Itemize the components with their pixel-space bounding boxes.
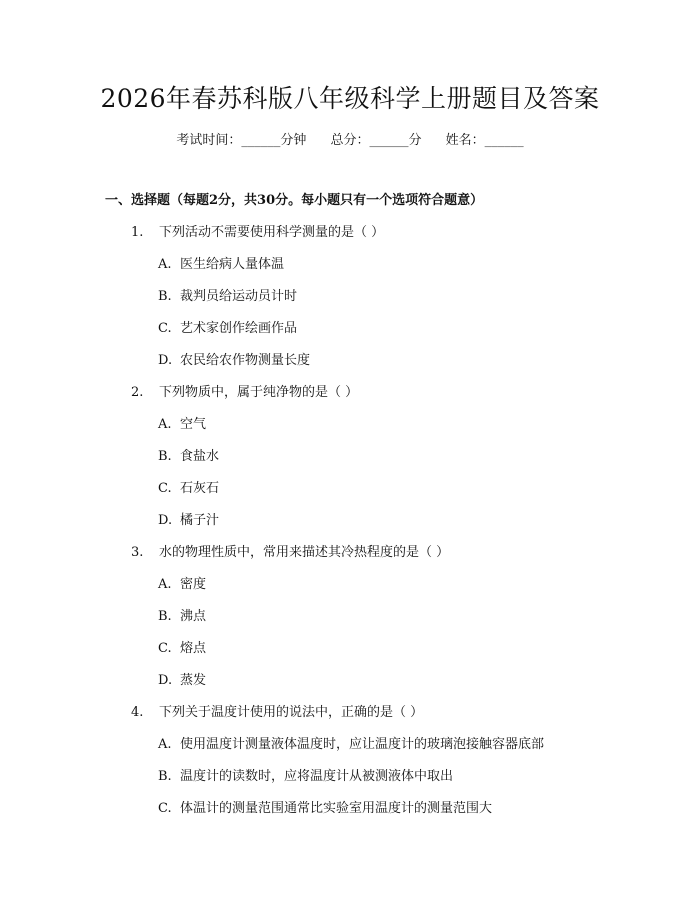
option-letter: C. xyxy=(158,481,172,496)
question-3-option-c xyxy=(158,639,206,659)
question-3 xyxy=(131,543,449,563)
question-text: 下列关于温度计使用的说法中，正确的是（ ） xyxy=(159,705,424,720)
total-score-field: 总分：______分 xyxy=(330,133,422,148)
question-1-option-d xyxy=(158,351,310,371)
question-number: 4. xyxy=(131,705,144,720)
question-3-option-d xyxy=(158,671,206,691)
question-3-option-b xyxy=(158,607,206,627)
exam-time-field: 考试时间：______分钟 xyxy=(176,133,307,148)
option-text: 沸点 xyxy=(180,609,207,624)
question-4-option-a xyxy=(158,735,544,755)
option-text: 裁判员给运动员计时 xyxy=(180,289,298,304)
question-number: 1. xyxy=(131,225,144,240)
option-text: 空气 xyxy=(180,417,207,432)
question-4-option-c xyxy=(158,799,492,819)
option-letter: A. xyxy=(158,577,172,592)
question-number: 3. xyxy=(131,545,144,560)
option-letter: C. xyxy=(158,321,172,336)
student-name-field: 姓名：______ xyxy=(445,133,524,148)
question-3-option-a xyxy=(158,575,206,595)
option-text: 蒸发 xyxy=(180,673,207,688)
option-text: 石灰石 xyxy=(180,481,220,496)
option-letter: D. xyxy=(158,673,173,688)
question-4 xyxy=(131,703,423,723)
page-title: 2026年春苏科版八年级科学上册题目及答案 xyxy=(100,84,600,113)
option-letter: B. xyxy=(158,449,172,464)
option-letter: C. xyxy=(158,641,172,656)
option-text: 密度 xyxy=(180,577,207,592)
option-text: 熔点 xyxy=(180,641,207,656)
section-heading: 一、选择题（每题2分，共30分。每小题只有一个选项符合题意） xyxy=(105,193,484,208)
question-2 xyxy=(131,383,358,403)
question-2-option-b xyxy=(158,447,219,467)
question-1-option-b xyxy=(158,287,297,307)
option-text: 使用温度计测量液体温度时，应让温度计的玻璃泡接触容器底部 xyxy=(180,737,545,752)
question-text: 下列物质中，属于纯净物的是（ ） xyxy=(159,385,359,400)
option-letter: A. xyxy=(158,417,172,432)
option-letter: A. xyxy=(158,257,172,272)
option-letter: B. xyxy=(158,769,172,784)
question-2-option-a xyxy=(158,415,206,435)
question-2-option-d xyxy=(158,511,219,531)
option-text: 食盐水 xyxy=(180,449,220,464)
option-text: 农民给农作物测量长度 xyxy=(180,353,311,368)
option-text: 体温计的测量范围通常比实验室用温度计的测量范围大 xyxy=(180,801,493,816)
option-text: 橘子汁 xyxy=(180,513,220,528)
option-letter: D. xyxy=(158,513,173,528)
option-letter: B. xyxy=(158,289,172,304)
question-text: 下列活动不需要使用科学测量的是（ ） xyxy=(159,225,385,240)
option-letter: A. xyxy=(158,737,172,752)
question-1-option-a xyxy=(158,255,284,275)
option-letter: C. xyxy=(158,801,172,816)
question-4-option-b xyxy=(158,767,453,787)
question-1 xyxy=(131,223,384,243)
option-text: 医生给病人量体温 xyxy=(180,257,285,272)
option-letter: B. xyxy=(158,609,172,624)
question-2-option-c xyxy=(158,479,219,499)
option-text: 艺术家创作绘画作品 xyxy=(180,321,298,336)
option-text: 温度计的读数时，应将温度计从被测液体中取出 xyxy=(180,769,454,784)
option-letter: D. xyxy=(158,353,173,368)
question-1-option-c xyxy=(158,319,297,339)
exam-meta xyxy=(0,131,700,151)
question-number: 2. xyxy=(131,385,144,400)
question-text: 水的物理性质中，常用来描述其冷热程度的是（ ） xyxy=(159,545,450,560)
